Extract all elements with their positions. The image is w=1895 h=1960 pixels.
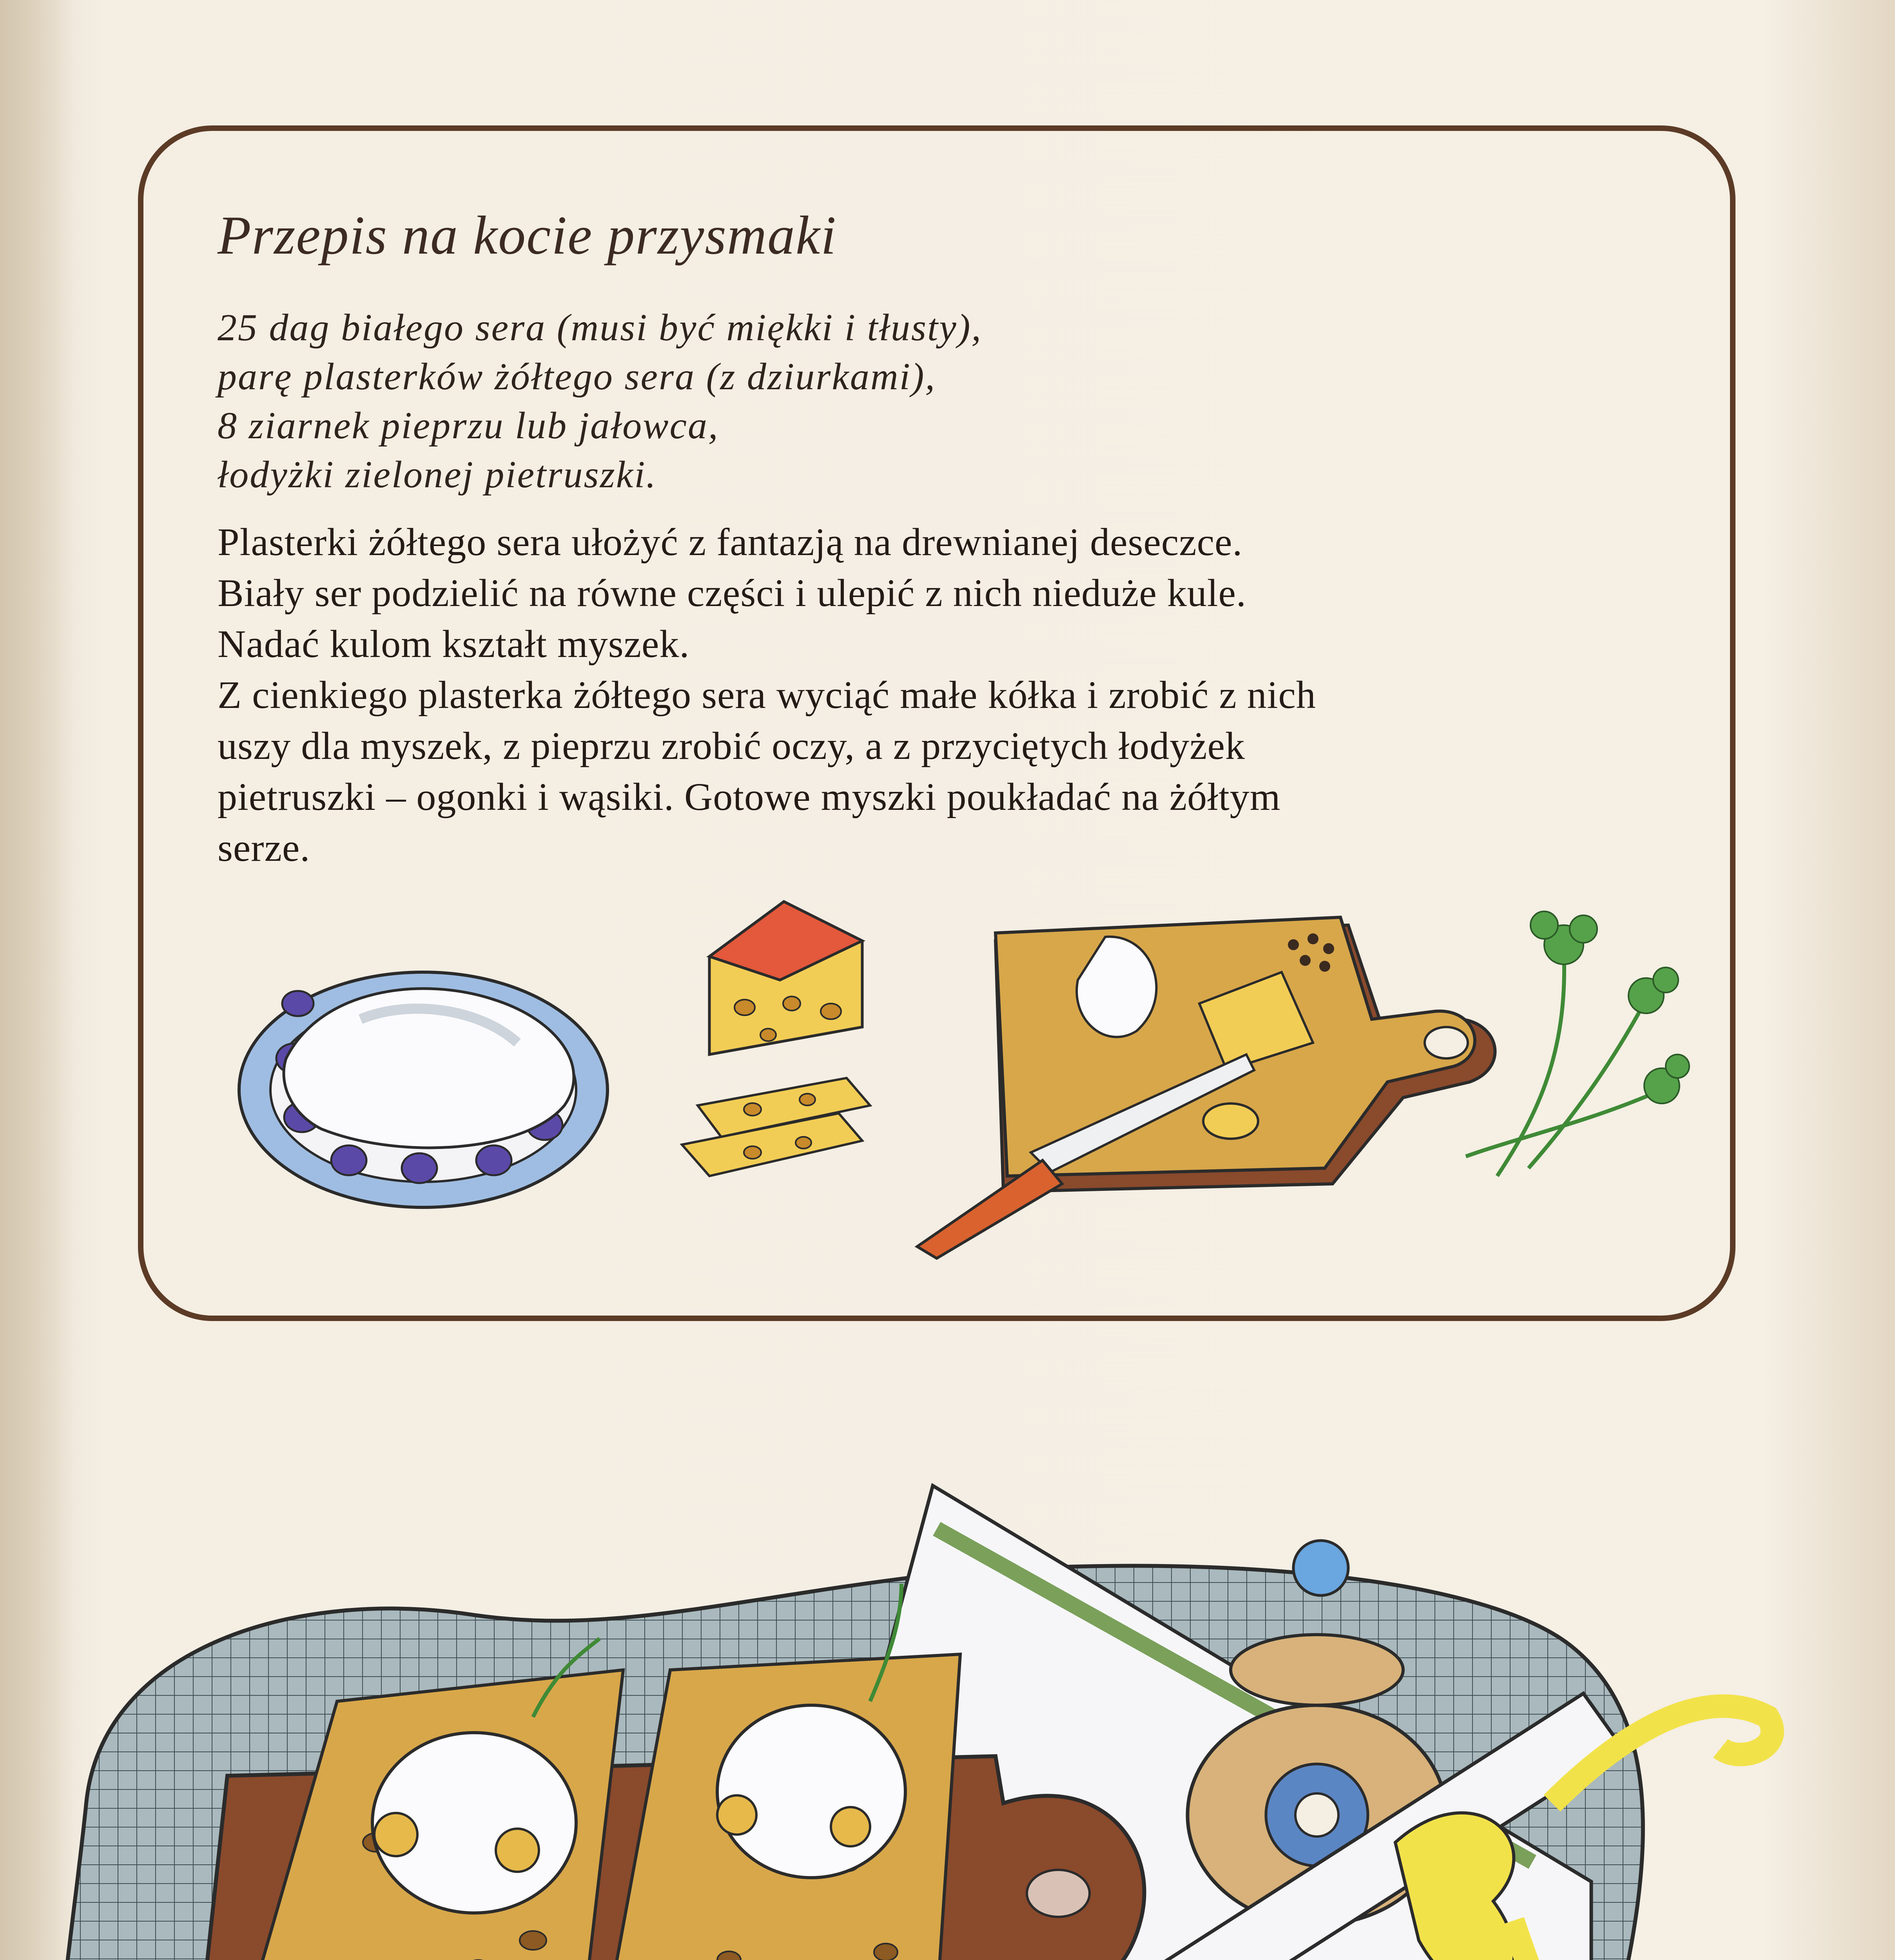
instruction-line: Biały ser podzielić na równe części i ulepić z nich nieduże kule. — [218, 571, 1247, 615]
table-scene-illustration — [24, 1450, 1866, 1960]
instruction-line: Plasterki żółtego sera ułożyć z fantazją na drewnianej deseczce. — [218, 520, 1243, 564]
cutting-board-with-knife-illustration — [901, 902, 1529, 1262]
instruction-line: uszy dla myszek, z pieprzu zrobić oczy, a z przyciętych łodyżek — [218, 724, 1246, 768]
instruction-line: serze. — [218, 826, 310, 869]
ingredient-line: 8 ziarnek pieprzu lub jałowca, — [218, 405, 719, 447]
wedge-of-yellow-cheese-illustration — [666, 886, 901, 1200]
instruction-line: pietruszki – ogonki i wąsiki. Gotowe myszki poukładać na żółtym — [218, 775, 1281, 818]
ingredient-line: łodyżki zielonej pietruszki. — [218, 454, 657, 496]
ingredient-line: parę plasterków żółtego sera (z dziurkami), — [218, 356, 936, 398]
instruction-line: Nadać kulom kształt myszek. — [218, 622, 690, 666]
plate-with-white-cheese-illustration — [219, 941, 635, 1231]
parsley-sprigs-illustration — [1442, 902, 1697, 1200]
instruction-line: Z cienkiego plasterka żółtego sera wyciąć małe kółka i zrobić z nich — [218, 673, 1316, 717]
ingredient-line: 25 dag białego sera (musi być miękki i tłusty), — [218, 307, 982, 349]
recipe-title: Przepis na kocie przysmaki — [218, 205, 837, 266]
